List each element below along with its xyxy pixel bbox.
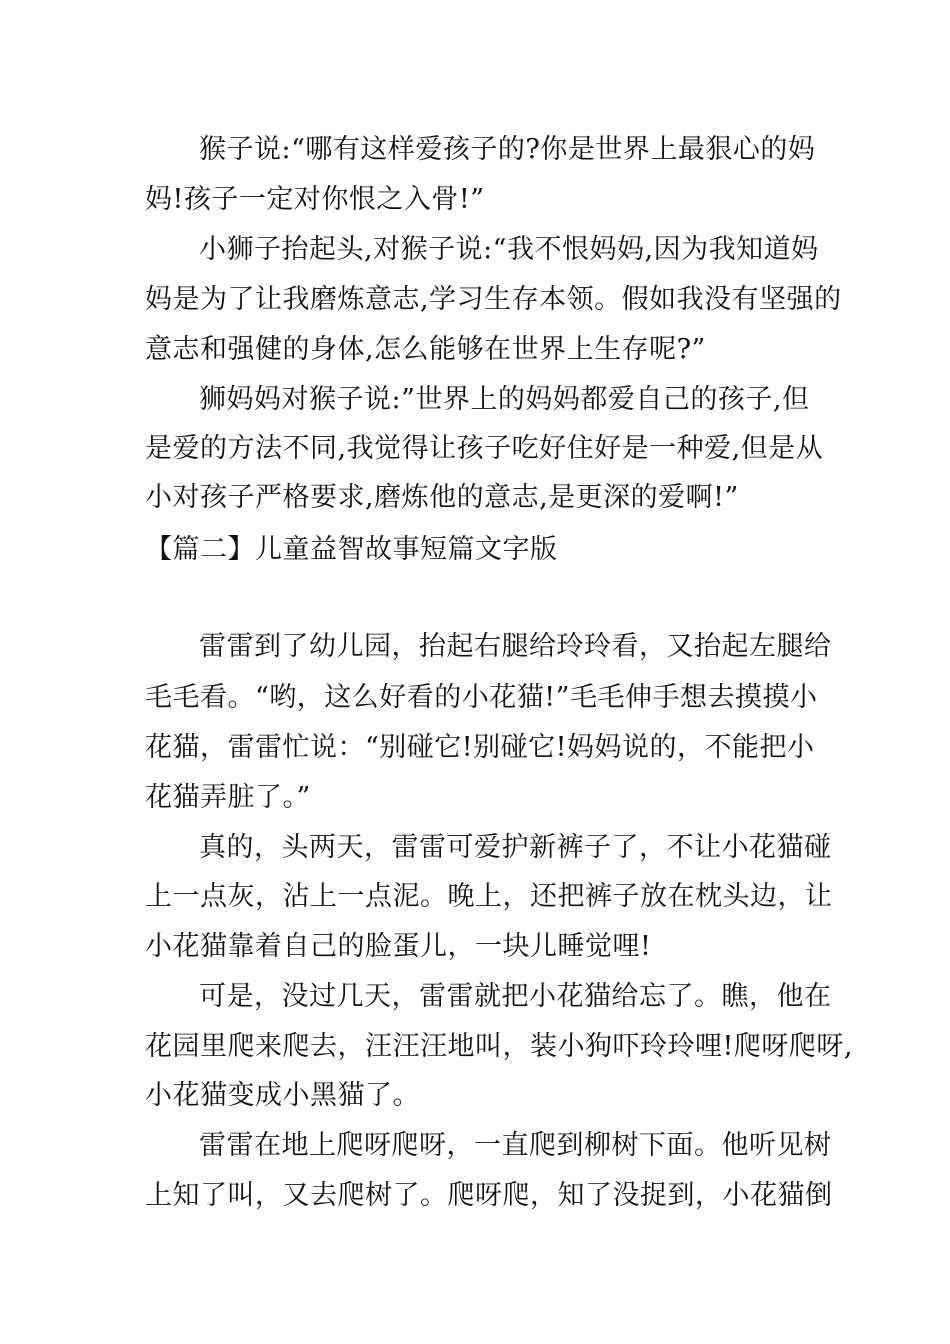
paragraph-line: 上一点灰，沾上一点泥。晚上，还把裤子放在枕头边，让: [145, 881, 833, 912]
paragraph-line: 妈是为了让我磨炼意志,学习生存本领。假如我没有坚强的: [145, 284, 842, 315]
paragraph-line: 是爱的方法不同,我觉得让孩子吃好住好是一种爱,但是从: [145, 433, 824, 464]
paragraph-line: 意志和强健的身体,怎么能够在世界上生存呢?”: [145, 334, 706, 365]
paragraph-line: 真的，头两天，雷雷可爱护新裤子了，不让小花猫碰: [199, 832, 832, 863]
paragraph-line: 小狮子抬起头,对猴子说:“我不恨妈妈,因为我知道妈: [199, 234, 819, 265]
paragraph-line: 毛毛看。“哟，这么好看的小花猫!”毛毛伸手想去摸摸小: [145, 682, 818, 713]
paragraph-line: 妈!孩子一定对你恨之入骨!”: [145, 184, 485, 215]
paragraph-line: 小对孩子严格要求,磨炼他的意志,是更深的爱啊!”: [145, 482, 739, 513]
paragraph-line: 可是，没过几天，雷雷就把小花猫给忘了。瞧，他在: [199, 981, 832, 1012]
paragraph-line: 小花猫靠着自己的脸蛋儿，一块儿睡觉哩!: [145, 931, 652, 962]
paragraph-line: 花园里爬来爬去，汪汪汪地叫，装小狗吓玲玲哩!爬呀爬呀,: [145, 1031, 853, 1062]
paragraph-line: 小花猫变成小黑猫了。: [145, 1080, 420, 1111]
paragraph-line: 狮妈妈对猴子说:”世界上的妈妈都爱自己的孩子,但: [199, 384, 810, 415]
paragraph-line: 花猫，雷雷忙说：“别碰它!别碰它!妈妈说的，不能把小: [145, 732, 815, 763]
paragraph-line: 花猫弄脏了。”: [145, 782, 311, 813]
paragraph-line: 猴子说:“哪有这样爱孩子的?你是世界上最狠心的妈: [199, 134, 816, 165]
paragraph-line: 上知了叫，又去爬树了。爬呀爬，知了没捉到，小花猫倒: [145, 1180, 833, 1211]
section-heading: 【篇二】儿童益智故事短篇文字版: [145, 534, 558, 565]
paragraph-line: 雷雷到了幼儿园，抬起右腿给玲玲看，又抬起左腿给: [199, 631, 832, 662]
paragraph-line: 雷雷在地上爬呀爬呀，一直爬到柳树下面。他听见树: [199, 1130, 832, 1161]
